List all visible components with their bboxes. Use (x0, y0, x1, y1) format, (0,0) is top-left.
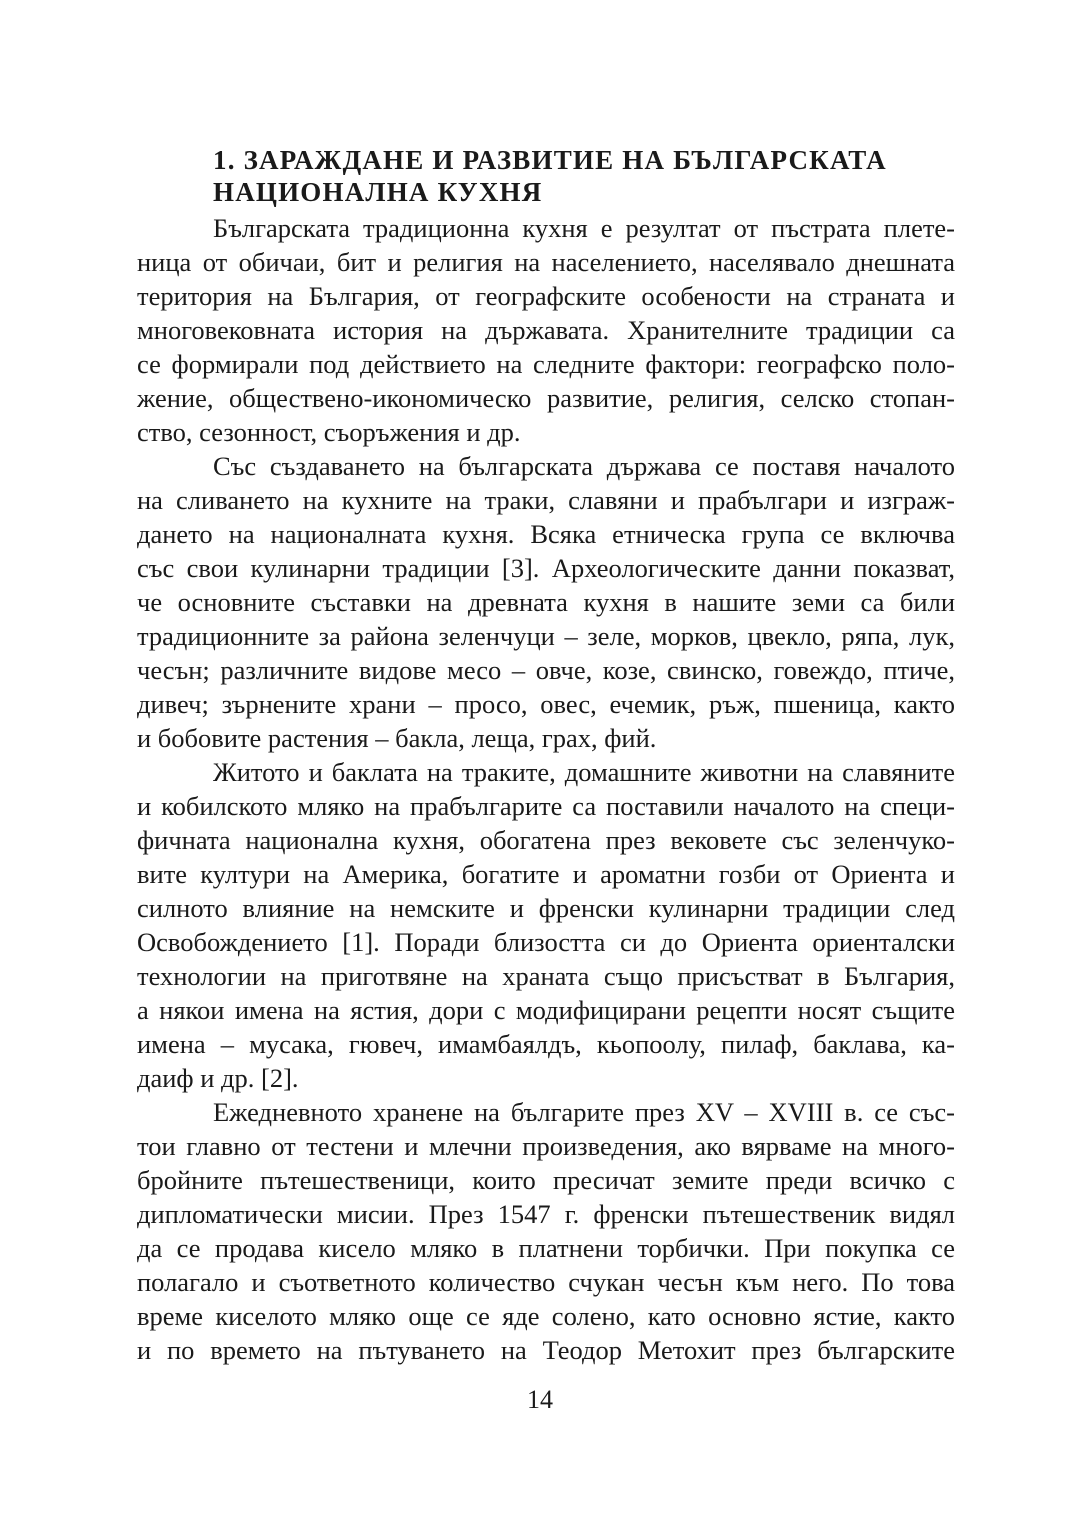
text-line: чесън; различните видове месо – овче, козе, свинско, говеждо, птиче, (137, 655, 955, 685)
text-line: вите култури на Америка, богатите и ароматни гозби от Ориента и (137, 859, 955, 889)
text-line: даиф и др. [2]. (137, 1063, 299, 1093)
text-line: и кобилското мляко на прабългарите са поставили началото на специ- (137, 791, 955, 821)
text-line: дипломатически мисии. През 1547 г. френски пътешественик видял (137, 1199, 955, 1229)
text-line: и по времето на пътуването на Теодор Метохит през българските (137, 1335, 955, 1365)
text-line: със свои кулинарни традиции [3]. Археологическите данни показват, (137, 553, 955, 583)
text-line: дането на националната кухня. Всяка етническа група се включва (137, 519, 955, 549)
text-line: Освобождението [1]. Поради близостта си до Ориента ориенталски (137, 927, 955, 957)
text-line: традиционните за района зеленчуци – зеле, морков, цвекло, ряпа, лук, (137, 621, 955, 651)
text-line: фичната национална кухня, обогатена през вековете със зеленчуко- (137, 825, 955, 855)
text-line: полагало и съответното количество счукан чесън към него. По това (137, 1267, 955, 1297)
text-line: да се продава кисело мляко в платнени торбички. При покупка се (137, 1233, 955, 1263)
chapter-heading-line-1: 1. ЗАРАЖДАНЕ И РАЗВИТИЕ НА БЪЛГАРСКАТА (213, 145, 887, 175)
text-line: че основните съставки на древната кухня в нашите земи са били (137, 587, 955, 617)
text-line: и бобовите растения – бакла, леща, грах, фий. (137, 723, 657, 753)
text-line: ство, сезонност, съоръжения и др. (137, 417, 521, 447)
text-line: технологии на приготвяне на храната също присъстват в България, (137, 961, 955, 991)
text-line: дивеч; зърнените храни – просо, овес, ечемик, ръж, пшеница, както (137, 689, 955, 719)
text-line: а някои имена на ястия, дори с модифицирани рецепти носят същите (137, 995, 955, 1025)
text-line: време киселото мляко още се яде солено, като основно ястие, както (137, 1301, 955, 1331)
text-line: бройните пътешественици, които пресичат земите преди всичко с (137, 1165, 955, 1195)
text-line: тои главно от тестени и млечни произведения, ако вярваме на много- (137, 1131, 955, 1161)
text-line: Житото и баклата на траките, домашните животни на славяните (213, 757, 955, 787)
text-line: силното влияние на немските и френски кулинарни традиции след (137, 893, 955, 923)
text-line: Със създаването на българската държава се поставя началото (213, 451, 955, 481)
body-text (137, 211, 955, 1367)
text-line: Ежедневното хранене на българите през XV – XVIII в. се със- (213, 1097, 955, 1127)
text-line: жение, обществено-икономическо развитие, религия, селско стопан- (137, 383, 955, 413)
chapter-heading (213, 144, 953, 208)
text-line: се формирали под действието на следните фактори: географско поло- (137, 349, 955, 379)
text-line: Българската традиционна кухня е резултат от пъстрата плете- (213, 213, 955, 243)
text-line: територия на България, от географските особености на страната и (137, 281, 955, 311)
page-number: 14 (527, 1385, 553, 1414)
text-line: на сливането на кухните на траки, славяни и прабългари и изграж- (137, 485, 955, 515)
text-line: имена – мусака, гювеч, имамбаялдъ, кьопоолу, пилаф, баклава, ка- (137, 1029, 955, 1059)
text-line: ница от обичаи, бит и религия на населението, населявало днешната (137, 247, 955, 277)
chapter-heading-line-2: НАЦИОНАЛНА КУХНЯ (213, 177, 543, 207)
text-line: многовековната история на държавата. Хранителните традиции са (137, 315, 955, 345)
